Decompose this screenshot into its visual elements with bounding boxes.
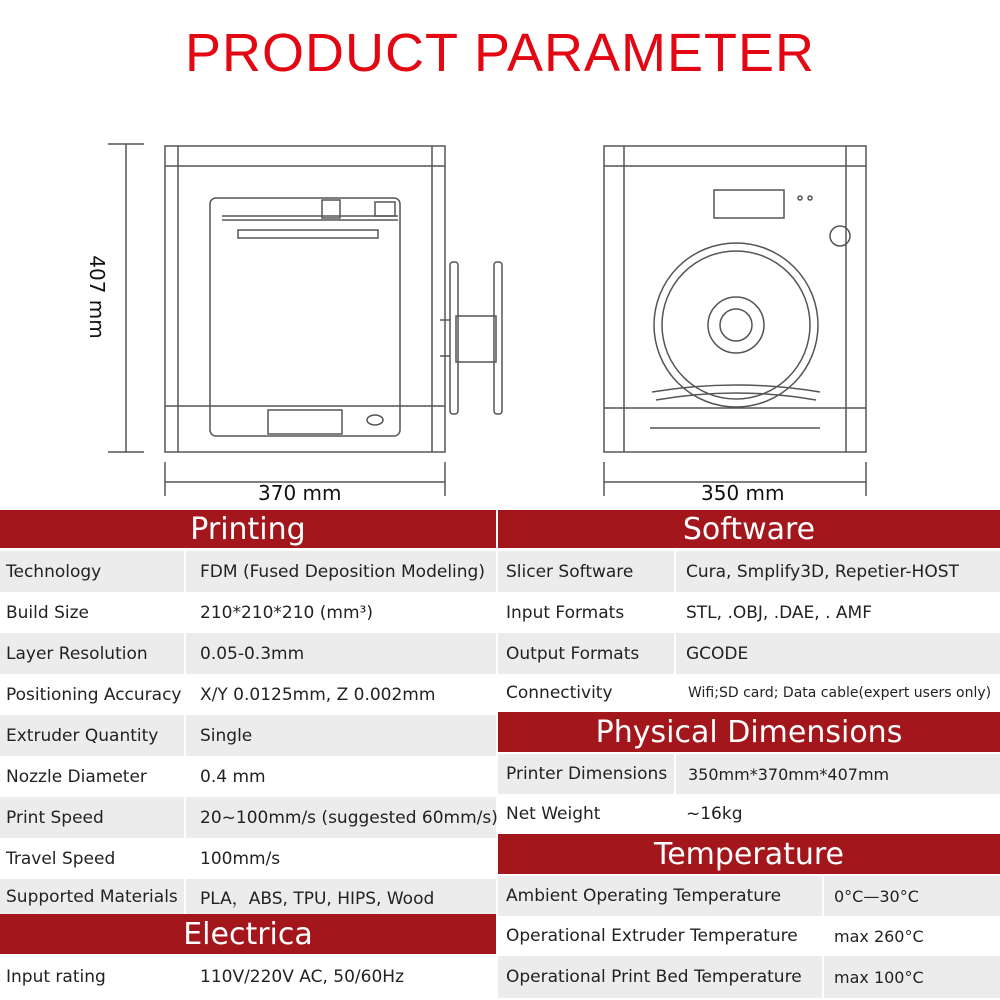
software-panel bbox=[498, 510, 1000, 1000]
spec-value: STL, .OBJ, .DAE, . AMF bbox=[686, 602, 872, 623]
physical-header: Physical Dimensions bbox=[498, 712, 1000, 752]
spec-value: 0°C—30°C bbox=[834, 886, 919, 906]
front-view-printer bbox=[165, 146, 445, 452]
table-row bbox=[498, 592, 1000, 633]
spec-value: PLA，ABS, TPU, HIPS, Wood bbox=[200, 889, 435, 909]
spec-value: ~16kg bbox=[686, 804, 743, 824]
printer-line-art bbox=[0, 120, 1000, 510]
table-row bbox=[0, 797, 496, 838]
spec-value: 350mm*370mm*407mm bbox=[688, 764, 890, 784]
side-width-dim-label: 350 mm bbox=[701, 481, 785, 505]
spec-label: Operational Print Bed Temperature bbox=[506, 956, 824, 998]
table-row bbox=[0, 674, 496, 715]
spec-label: Layer Resolution bbox=[6, 633, 186, 674]
spec-label: Extruder Quantity bbox=[6, 715, 186, 756]
software-header: Software bbox=[498, 510, 1000, 548]
table-row bbox=[498, 794, 1000, 834]
spec-label: Output Formats bbox=[506, 633, 676, 674]
side-view-printer bbox=[604, 146, 866, 452]
table-row bbox=[498, 633, 1000, 674]
spec-label: Operational Extruder Temperature bbox=[506, 916, 824, 956]
page-title: PRODUCT PARAMETER bbox=[184, 23, 816, 83]
spec-value: Cura, Smplify3D, Repetier-HOST bbox=[686, 561, 959, 582]
spec-value: 0.05-0.3mm bbox=[200, 643, 305, 664]
spec-value: FDM (Fused Deposition Modeling) bbox=[200, 561, 485, 582]
printing-panel bbox=[0, 510, 496, 1000]
spec-label: Input rating bbox=[6, 957, 186, 997]
spec-value: 0.4 mm bbox=[200, 766, 266, 787]
spec-label: Connectivity bbox=[506, 674, 676, 712]
spec-label: Build Size bbox=[6, 592, 186, 633]
spec-value: 210*210*210 (mm³) bbox=[200, 602, 373, 623]
spec-label: Technology bbox=[6, 551, 186, 592]
spec-value: max 260°C bbox=[834, 926, 924, 946]
table-row bbox=[498, 916, 1000, 956]
table-row bbox=[0, 879, 496, 914]
spec-value: 20~100mm/s (suggested 60mm/s) bbox=[200, 807, 498, 828]
spec-label: Positioning Accuracy bbox=[6, 674, 186, 715]
table-row bbox=[0, 957, 496, 997]
spec-label: Slicer Software bbox=[506, 551, 676, 592]
table-row bbox=[498, 674, 1000, 712]
table-row bbox=[0, 838, 496, 879]
printer-drawings bbox=[0, 120, 1000, 510]
spec-value: 100mm/s bbox=[200, 848, 281, 869]
table-row bbox=[0, 633, 496, 674]
spec-label: Travel Speed bbox=[6, 838, 186, 879]
temperature-header: Temperature bbox=[498, 834, 1000, 874]
front-width-dim-label: 370 mm bbox=[258, 481, 342, 505]
table-row bbox=[498, 956, 1000, 998]
spec-value: max 100°C bbox=[834, 967, 924, 987]
table-row bbox=[0, 551, 496, 592]
table-row bbox=[0, 592, 496, 633]
spec-label: Ambient Operating Temperature bbox=[506, 876, 824, 916]
table-row bbox=[498, 876, 1000, 916]
spec-label: Supported Materials bbox=[6, 879, 186, 914]
electrical-header: Electrica bbox=[0, 914, 496, 954]
spec-label: Nozzle Diameter bbox=[6, 756, 186, 797]
spec-value: Single bbox=[200, 725, 253, 746]
spec-label: Print Speed bbox=[6, 797, 186, 838]
table-row bbox=[0, 756, 496, 797]
spec-value: GCODE bbox=[686, 643, 749, 664]
table-row bbox=[498, 754, 1000, 794]
front-view-spool bbox=[440, 262, 502, 414]
printing-header: Printing bbox=[0, 510, 496, 548]
spec-label: Input Formats bbox=[506, 592, 676, 633]
spec-value: X/Y 0.0125mm, Z 0.002mm bbox=[200, 684, 436, 705]
height-dim-label: 407 mm bbox=[84, 255, 109, 339]
spec-value: Wifi;SD card; Data cable(expert users only) bbox=[688, 685, 992, 701]
spec-label: Printer Dimensions bbox=[506, 754, 676, 794]
table-row bbox=[498, 551, 1000, 592]
table-row bbox=[0, 715, 496, 756]
spec-label: Net Weight bbox=[506, 794, 676, 834]
spec-value: 110V/220V AC, 50/60Hz bbox=[200, 967, 404, 987]
